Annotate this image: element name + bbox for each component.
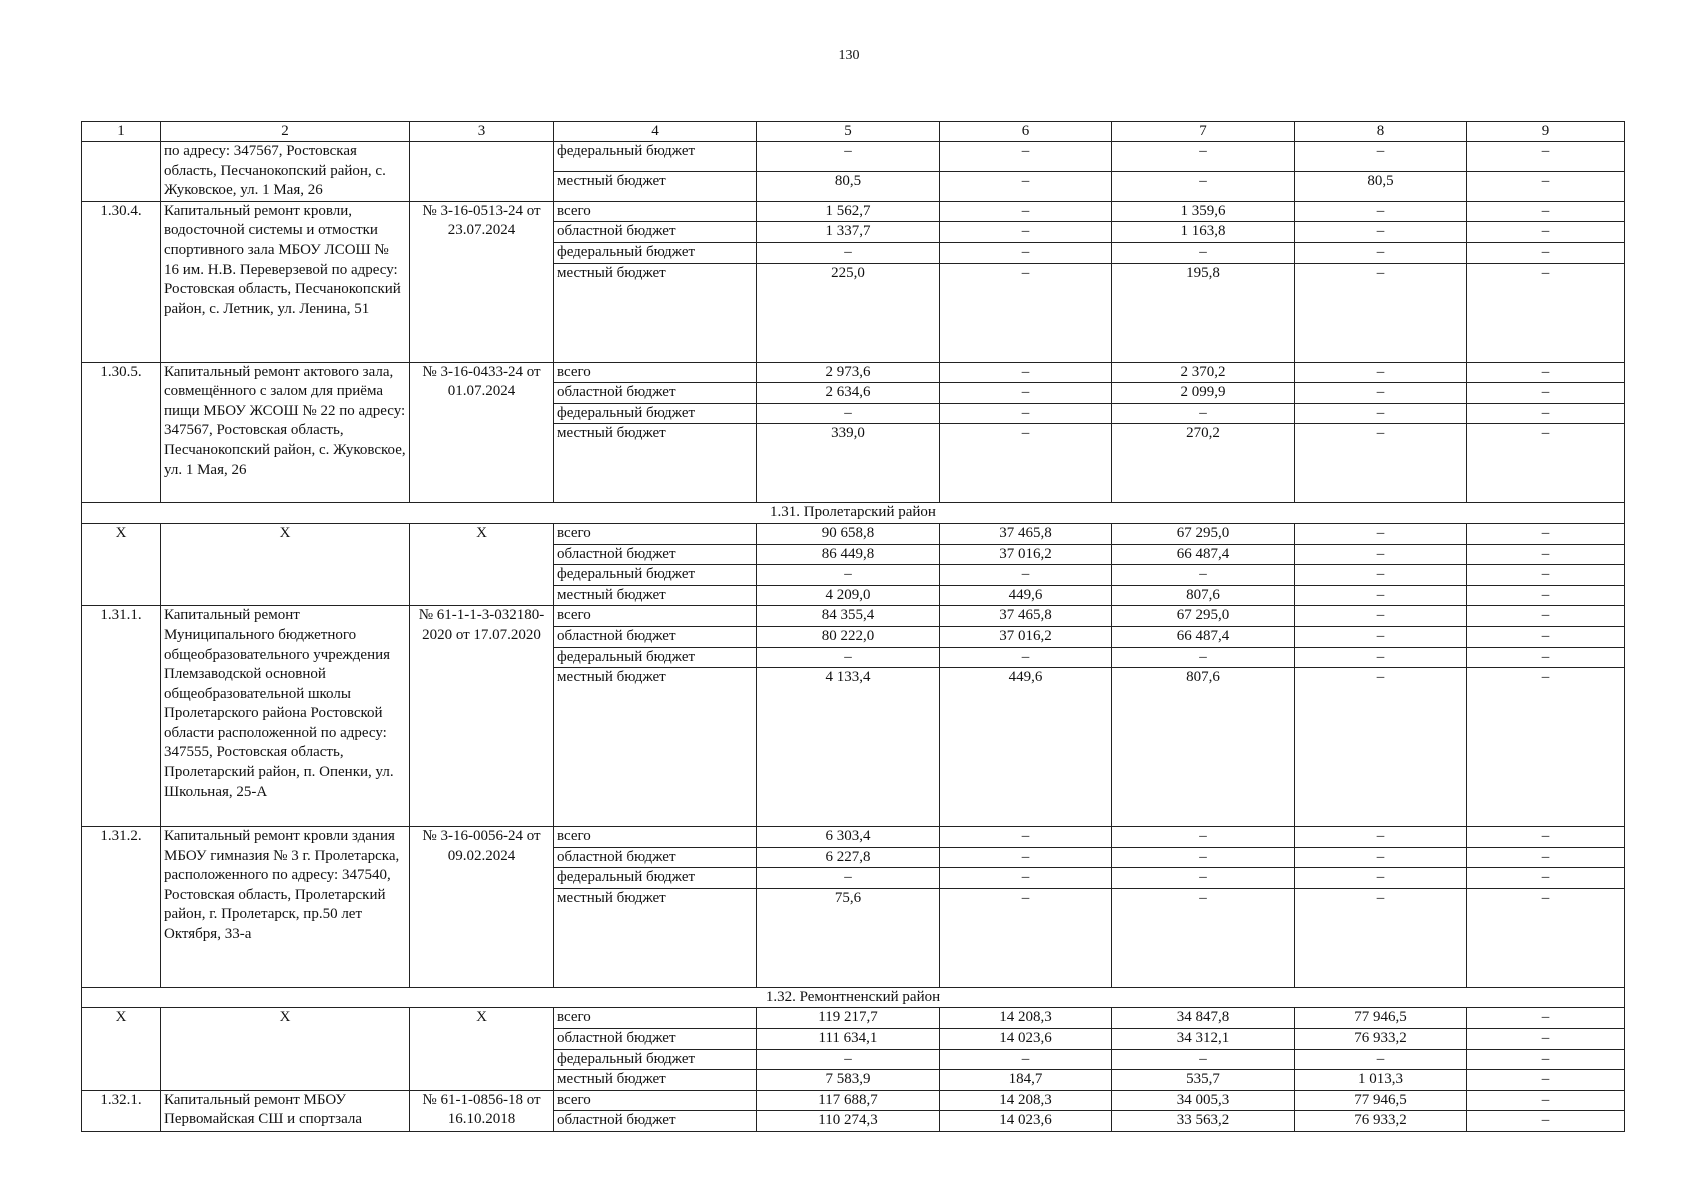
object-description: Капитальный ремонт кровли здания МБОУ гимназия № 3 г. Пролетарска, расположенного по адресу: 347540, Ростовская область, Пролетарский район, г. Пролетарск, пр.50 лет Октября, 33-а	[161, 827, 410, 988]
funding-table	[81, 121, 1625, 1132]
item-number-cell: 1.32.1.	[82, 1090, 161, 1131]
funding-source: местный бюджет	[554, 668, 757, 827]
value-cell: 14 023,6	[940, 1029, 1112, 1050]
value-cell: 195,8	[1112, 263, 1295, 362]
document-cell: № 61-1-0856-18 от 16.10.2018	[410, 1090, 554, 1131]
value-cell: –	[940, 868, 1112, 889]
value-cell: 86 449,8	[757, 544, 940, 565]
funding-source: федеральный бюджет	[554, 242, 757, 263]
value-cell: –	[1112, 171, 1295, 201]
value-cell: 37 016,2	[940, 544, 1112, 565]
total-marker: Х	[82, 523, 161, 605]
value-cell: 2 634,6	[757, 383, 940, 404]
total-marker: Х	[161, 1008, 410, 1090]
value-cell: 110 274,3	[757, 1111, 940, 1132]
funding-source: областной бюджет	[554, 1111, 757, 1132]
document-cell: № 3-16-0433-24 от 01.07.2024	[410, 362, 554, 503]
funding-source: областной бюджет	[554, 222, 757, 243]
value-cell: 37 465,8	[940, 523, 1112, 544]
funding-source: федеральный бюджет	[554, 647, 757, 668]
value-cell: –	[1295, 523, 1467, 544]
value-cell: 6 303,4	[757, 827, 940, 848]
value-cell: –	[1295, 647, 1467, 668]
value-cell: 80,5	[1295, 171, 1467, 201]
value-cell: 80,5	[757, 171, 940, 201]
value-cell: –	[1295, 888, 1467, 987]
header-cell: 7	[1112, 122, 1295, 142]
value-cell: 75,6	[757, 888, 940, 987]
value-cell: –	[757, 403, 940, 424]
value-cell: –	[940, 142, 1112, 172]
funding-source: областной бюджет	[554, 383, 757, 404]
funding-source: местный бюджет	[554, 1070, 757, 1091]
funding-source: областной бюджет	[554, 626, 757, 647]
value-cell: 535,7	[1112, 1070, 1295, 1091]
value-cell: –	[1467, 626, 1625, 647]
header-cell: 3	[410, 122, 554, 142]
value-cell: –	[1467, 544, 1625, 565]
value-cell: 4 133,4	[757, 668, 940, 827]
value-cell: –	[1295, 668, 1467, 827]
funding-source: местный бюджет	[554, 888, 757, 987]
header-row	[82, 122, 1625, 142]
item-number-cell	[82, 142, 161, 202]
value-cell: 14 023,6	[940, 1111, 1112, 1132]
value-cell: –	[940, 565, 1112, 586]
value-cell: –	[940, 263, 1112, 362]
value-cell: 77 946,5	[1295, 1090, 1467, 1111]
value-cell: –	[1112, 888, 1295, 987]
value-cell: 1 013,3	[1295, 1070, 1467, 1091]
value-cell: –	[1467, 142, 1625, 172]
value-cell: 76 933,2	[1295, 1111, 1467, 1132]
item-number-cell: 1.31.2.	[82, 827, 161, 988]
value-cell: 270,2	[1112, 424, 1295, 503]
value-cell: –	[757, 868, 940, 889]
value-cell: –	[1112, 827, 1295, 848]
value-cell: –	[1467, 1090, 1625, 1111]
value-cell: –	[1467, 827, 1625, 848]
value-cell: –	[1467, 647, 1625, 668]
total-marker: Х	[82, 1008, 161, 1090]
header-cell: 5	[757, 122, 940, 142]
value-cell: 1 562,7	[757, 201, 940, 222]
value-cell: 339,0	[757, 424, 940, 503]
section-row	[82, 987, 1625, 1008]
table-row	[82, 201, 1625, 222]
value-cell: –	[1467, 523, 1625, 544]
value-cell: –	[1467, 585, 1625, 606]
value-cell: –	[1112, 242, 1295, 263]
table-row	[82, 362, 1625, 383]
value-cell: 111 634,1	[757, 1029, 940, 1050]
funding-source: федеральный бюджет	[554, 403, 757, 424]
page-number: 130	[838, 48, 860, 63]
value-cell: 90 658,8	[757, 523, 940, 544]
value-cell: –	[757, 565, 940, 586]
document-cell: № 61-1-1-3-032180-2020 от 17.07.2020	[410, 606, 554, 827]
value-cell: 34 312,1	[1112, 1029, 1295, 1050]
value-cell: 807,6	[1112, 585, 1295, 606]
funding-source: всего	[554, 362, 757, 383]
value-cell: –	[940, 847, 1112, 868]
value-cell: 14 208,3	[940, 1090, 1112, 1111]
funding-source: областной бюджет	[554, 1029, 757, 1050]
value-cell: 225,0	[757, 263, 940, 362]
value-cell: –	[1295, 403, 1467, 424]
value-cell: –	[1295, 1049, 1467, 1070]
value-cell: –	[1112, 647, 1295, 668]
header-cell: 8	[1295, 122, 1467, 142]
value-cell: –	[757, 142, 940, 172]
value-cell: 76 933,2	[1295, 1029, 1467, 1050]
value-cell: –	[1467, 263, 1625, 362]
value-cell: –	[1467, 171, 1625, 201]
value-cell: –	[1295, 362, 1467, 383]
value-cell: –	[1467, 201, 1625, 222]
value-cell: 1 359,6	[1112, 201, 1295, 222]
value-cell: –	[1295, 263, 1467, 362]
header-cell: 1	[82, 122, 161, 142]
value-cell: –	[1295, 868, 1467, 889]
value-cell: –	[1467, 1049, 1625, 1070]
header-cell: 4	[554, 122, 757, 142]
value-cell: –	[1295, 201, 1467, 222]
value-cell: –	[1467, 1070, 1625, 1091]
object-description: по адресу: 347567, Ростовская область, Песчанокопский район, с. Жуковское, ул. 1 Мая, 26	[161, 142, 410, 202]
value-cell: –	[1295, 626, 1467, 647]
value-cell: –	[1112, 1049, 1295, 1070]
funding-source: федеральный бюджет	[554, 868, 757, 889]
value-cell: –	[1467, 242, 1625, 263]
table-row	[82, 827, 1625, 848]
value-cell: 37 465,8	[940, 606, 1112, 627]
value-cell: –	[1467, 1029, 1625, 1050]
value-cell: –	[1467, 868, 1625, 889]
value-cell: 66 487,4	[1112, 544, 1295, 565]
value-cell: –	[1295, 585, 1467, 606]
object-description: Капитальный ремонт Муниципального бюджетного общеобразовательного учреждения Племзаводской основной общеобразовательной школы Пролетарского района Ростовской области расположенной по адресу: 347555, Ростовская область, Пролетарский район, п. Опенки, ул. Школьная, 25-А	[161, 606, 410, 827]
value-cell: –	[1467, 668, 1625, 827]
value-cell: 184,7	[940, 1070, 1112, 1091]
funding-source: федеральный бюджет	[554, 1049, 757, 1070]
value-cell: –	[1467, 362, 1625, 383]
value-cell: 449,6	[940, 668, 1112, 827]
table-row	[82, 142, 1625, 172]
value-cell: –	[1295, 424, 1467, 503]
value-cell: –	[1295, 847, 1467, 868]
value-cell: 2 099,9	[1112, 383, 1295, 404]
header-cell: 6	[940, 122, 1112, 142]
value-cell: –	[1112, 403, 1295, 424]
value-cell: –	[1112, 142, 1295, 172]
value-cell: –	[1467, 565, 1625, 586]
total-marker: Х	[410, 1008, 554, 1090]
value-cell: –	[940, 171, 1112, 201]
funding-source: областной бюджет	[554, 847, 757, 868]
value-cell: 1 337,7	[757, 222, 940, 243]
value-cell: –	[940, 242, 1112, 263]
value-cell: –	[1112, 847, 1295, 868]
value-cell: 2 370,2	[1112, 362, 1295, 383]
value-cell: –	[757, 1049, 940, 1070]
object-description: Капитальный ремонт кровли, водосточной системы и отмостки спортивного зала МБОУ ЛСОШ № 16 им. Н.В. Переверзевой по адресу: Ростовская область, Песчанокопский район, с. Летник, ул. Ленина, 51	[161, 201, 410, 362]
value-cell: –	[940, 403, 1112, 424]
value-cell: 119 217,7	[757, 1008, 940, 1029]
value-cell: 14 208,3	[940, 1008, 1112, 1029]
value-cell: –	[1467, 222, 1625, 243]
table-row	[82, 523, 1625, 544]
value-cell: –	[1467, 403, 1625, 424]
funding-source: местный бюджет	[554, 424, 757, 503]
value-cell: –	[1295, 827, 1467, 848]
value-cell: –	[1467, 1008, 1625, 1029]
document-cell	[410, 142, 554, 202]
value-cell: 33 563,2	[1112, 1111, 1295, 1132]
value-cell: 1 163,8	[1112, 222, 1295, 243]
value-cell: –	[1295, 222, 1467, 243]
total-marker: Х	[410, 523, 554, 605]
funding-source: всего	[554, 523, 757, 544]
document-cell: № 3-16-0513-24 от 23.07.2024	[410, 201, 554, 362]
value-cell: –	[1467, 1111, 1625, 1132]
value-cell: –	[940, 383, 1112, 404]
funding-source: всего	[554, 1008, 757, 1029]
item-number-cell: 1.30.5.	[82, 362, 161, 503]
value-cell: 84 355,4	[757, 606, 940, 627]
funding-source: областной бюджет	[554, 544, 757, 565]
value-cell: –	[1467, 888, 1625, 987]
value-cell: 117 688,7	[757, 1090, 940, 1111]
funding-source: местный бюджет	[554, 585, 757, 606]
value-cell: –	[1295, 565, 1467, 586]
section-title: 1.31. Пролетарский район	[82, 503, 1625, 524]
value-cell: 77 946,5	[1295, 1008, 1467, 1029]
value-cell: –	[1467, 606, 1625, 627]
value-cell: 807,6	[1112, 668, 1295, 827]
value-cell: –	[1112, 565, 1295, 586]
value-cell: –	[1295, 242, 1467, 263]
value-cell: –	[1295, 383, 1467, 404]
value-cell: 67 295,0	[1112, 523, 1295, 544]
table-row	[82, 606, 1625, 627]
value-cell: –	[940, 201, 1112, 222]
value-cell: 4 209,0	[757, 585, 940, 606]
section-row	[82, 503, 1625, 524]
object-description: Капитальный ремонт МБОУ Первомайская СШ и спортзала	[161, 1090, 410, 1131]
value-cell: 66 487,4	[1112, 626, 1295, 647]
value-cell: 449,6	[940, 585, 1112, 606]
object-description: Капитальный ремонт актового зала, совмещённого с залом для приёма пищи МБОУ ЖСОШ № 22 по адресу: 347567, Ростовская область, Песчанокопский район, с. Жуковское, ул. 1 Мая, 26	[161, 362, 410, 503]
funding-source: всего	[554, 606, 757, 627]
value-cell: –	[940, 827, 1112, 848]
value-cell: 37 016,2	[940, 626, 1112, 647]
funding-source: всего	[554, 201, 757, 222]
value-cell: –	[940, 888, 1112, 987]
value-cell: –	[940, 647, 1112, 668]
value-cell: –	[940, 222, 1112, 243]
value-cell: 80 222,0	[757, 626, 940, 647]
value-cell: –	[1295, 606, 1467, 627]
item-number-cell: 1.30.4.	[82, 201, 161, 362]
section-title: 1.32. Ремонтненский район	[82, 987, 1625, 1008]
value-cell: 6 227,8	[757, 847, 940, 868]
value-cell: 34 005,3	[1112, 1090, 1295, 1111]
total-marker: Х	[161, 523, 410, 605]
value-cell: –	[1467, 847, 1625, 868]
document-cell: № 3-16-0056-24 от 09.02.2024	[410, 827, 554, 988]
funding-source: местный бюджет	[554, 263, 757, 362]
value-cell: 7 583,9	[757, 1070, 940, 1091]
value-cell: 34 847,8	[1112, 1008, 1295, 1029]
item-number-cell: 1.31.1.	[82, 606, 161, 827]
value-cell: –	[940, 1049, 1112, 1070]
funding-source: местный бюджет	[554, 171, 757, 201]
funding-source: всего	[554, 1090, 757, 1111]
value-cell: –	[940, 362, 1112, 383]
header-cell: 2	[161, 122, 410, 142]
value-cell: 2 973,6	[757, 362, 940, 383]
value-cell: –	[757, 647, 940, 668]
header-cell: 9	[1467, 122, 1625, 142]
value-cell: –	[757, 242, 940, 263]
value-cell: –	[1467, 383, 1625, 404]
value-cell: 67 295,0	[1112, 606, 1295, 627]
funding-source: федеральный бюджет	[554, 565, 757, 586]
value-cell: –	[1112, 868, 1295, 889]
table-row	[82, 1090, 1625, 1111]
value-cell: –	[940, 424, 1112, 503]
value-cell: –	[1295, 544, 1467, 565]
funding-source: федеральный бюджет	[554, 142, 757, 172]
funding-source: всего	[554, 827, 757, 848]
value-cell: –	[1295, 142, 1467, 172]
table-row	[82, 1008, 1625, 1029]
value-cell: –	[1467, 424, 1625, 503]
